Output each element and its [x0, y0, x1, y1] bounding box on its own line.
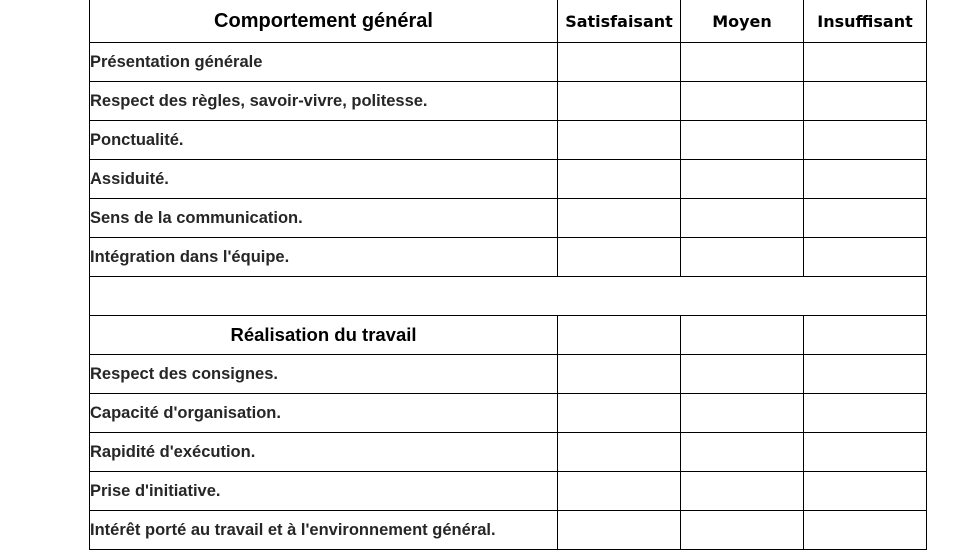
- criterion-row: [90, 355, 927, 394]
- rating-cell-satisfaisant[interactable]: [558, 472, 681, 511]
- rating-cell-moyen[interactable]: [681, 82, 804, 121]
- rating-cell-satisfaisant[interactable]: [558, 121, 681, 160]
- rating-cell-insuffisant[interactable]: [804, 82, 927, 121]
- section-header-row: [90, 0, 927, 43]
- criterion-label: Respect des règles, savoir-vivre, politesse.: [90, 82, 558, 121]
- rating-cell-moyen[interactable]: [681, 238, 804, 277]
- criterion-label: Ponctualité.: [90, 121, 558, 160]
- rating-cell-moyen[interactable]: [681, 511, 804, 550]
- criterion-row: [90, 511, 927, 550]
- rating-cell-insuffisant[interactable]: [804, 511, 927, 550]
- header-cell-blank: [681, 316, 804, 355]
- rating-cell-moyen[interactable]: [681, 472, 804, 511]
- evaluation-table-body: [90, 0, 927, 550]
- rating-cell-satisfaisant[interactable]: [558, 433, 681, 472]
- criterion-row: [90, 394, 927, 433]
- column-header-insuffisant: Insuffisant: [804, 0, 927, 43]
- rating-cell-moyen[interactable]: [681, 394, 804, 433]
- rating-cell-insuffisant[interactable]: [804, 121, 927, 160]
- rating-cell-insuffisant[interactable]: [804, 160, 927, 199]
- criterion-label: Respect des consignes.: [90, 355, 558, 394]
- rating-cell-insuffisant[interactable]: [804, 199, 927, 238]
- rating-cell-moyen[interactable]: [681, 160, 804, 199]
- rating-cell-satisfaisant[interactable]: [558, 82, 681, 121]
- criterion-label: Sens de la communication.: [90, 199, 558, 238]
- rating-cell-satisfaisant[interactable]: [558, 43, 681, 82]
- section-title-comportement: Comportement général: [90, 0, 558, 43]
- rating-cell-moyen[interactable]: [681, 43, 804, 82]
- column-header-moyen: Moyen: [681, 0, 804, 43]
- criterion-label: Intégration dans l'équipe.: [90, 238, 558, 277]
- rating-cell-moyen[interactable]: [681, 355, 804, 394]
- rating-cell-insuffisant[interactable]: [804, 433, 927, 472]
- rating-cell-satisfaisant[interactable]: [558, 355, 681, 394]
- criterion-label: Intérêt porté au travail et à l'environnement général.: [90, 511, 558, 550]
- criterion-label: Présentation générale: [90, 43, 558, 82]
- rating-cell-insuffisant[interactable]: [804, 355, 927, 394]
- rating-cell-moyen[interactable]: [681, 121, 804, 160]
- rating-cell-satisfaisant[interactable]: [558, 238, 681, 277]
- criterion-row: [90, 43, 927, 82]
- criterion-label: Rapidité d'exécution.: [90, 433, 558, 472]
- criterion-row: [90, 472, 927, 511]
- rating-cell-satisfaisant[interactable]: [558, 160, 681, 199]
- rating-cell-moyen[interactable]: [681, 433, 804, 472]
- spacer-row: [90, 277, 927, 316]
- section-title-realisation: Réalisation du travail: [90, 316, 558, 355]
- evaluation-table: [89, 0, 927, 550]
- rating-cell-moyen[interactable]: [681, 199, 804, 238]
- criterion-label: Capacité d'organisation.: [90, 394, 558, 433]
- column-header-satisfaisant: Satisfaisant: [558, 0, 681, 43]
- rating-cell-insuffisant[interactable]: [804, 43, 927, 82]
- rating-cell-satisfaisant[interactable]: [558, 199, 681, 238]
- header-cell-blank: [558, 316, 681, 355]
- rating-cell-satisfaisant[interactable]: [558, 511, 681, 550]
- rating-cell-satisfaisant[interactable]: [558, 394, 681, 433]
- criterion-row: [90, 121, 927, 160]
- criterion-row: [90, 160, 927, 199]
- criterion-row: [90, 199, 927, 238]
- criterion-row: [90, 238, 927, 277]
- criterion-label: Assiduité.: [90, 160, 558, 199]
- criterion-row: [90, 82, 927, 121]
- section-header-row: [90, 316, 927, 355]
- criterion-row: [90, 433, 927, 472]
- rating-cell-insuffisant[interactable]: [804, 238, 927, 277]
- rating-cell-insuffisant[interactable]: [804, 394, 927, 433]
- header-cell-blank: [804, 316, 927, 355]
- spacer-cell: [90, 277, 927, 316]
- rating-cell-insuffisant[interactable]: [804, 472, 927, 511]
- criterion-label: Prise d'initiative.: [90, 472, 558, 511]
